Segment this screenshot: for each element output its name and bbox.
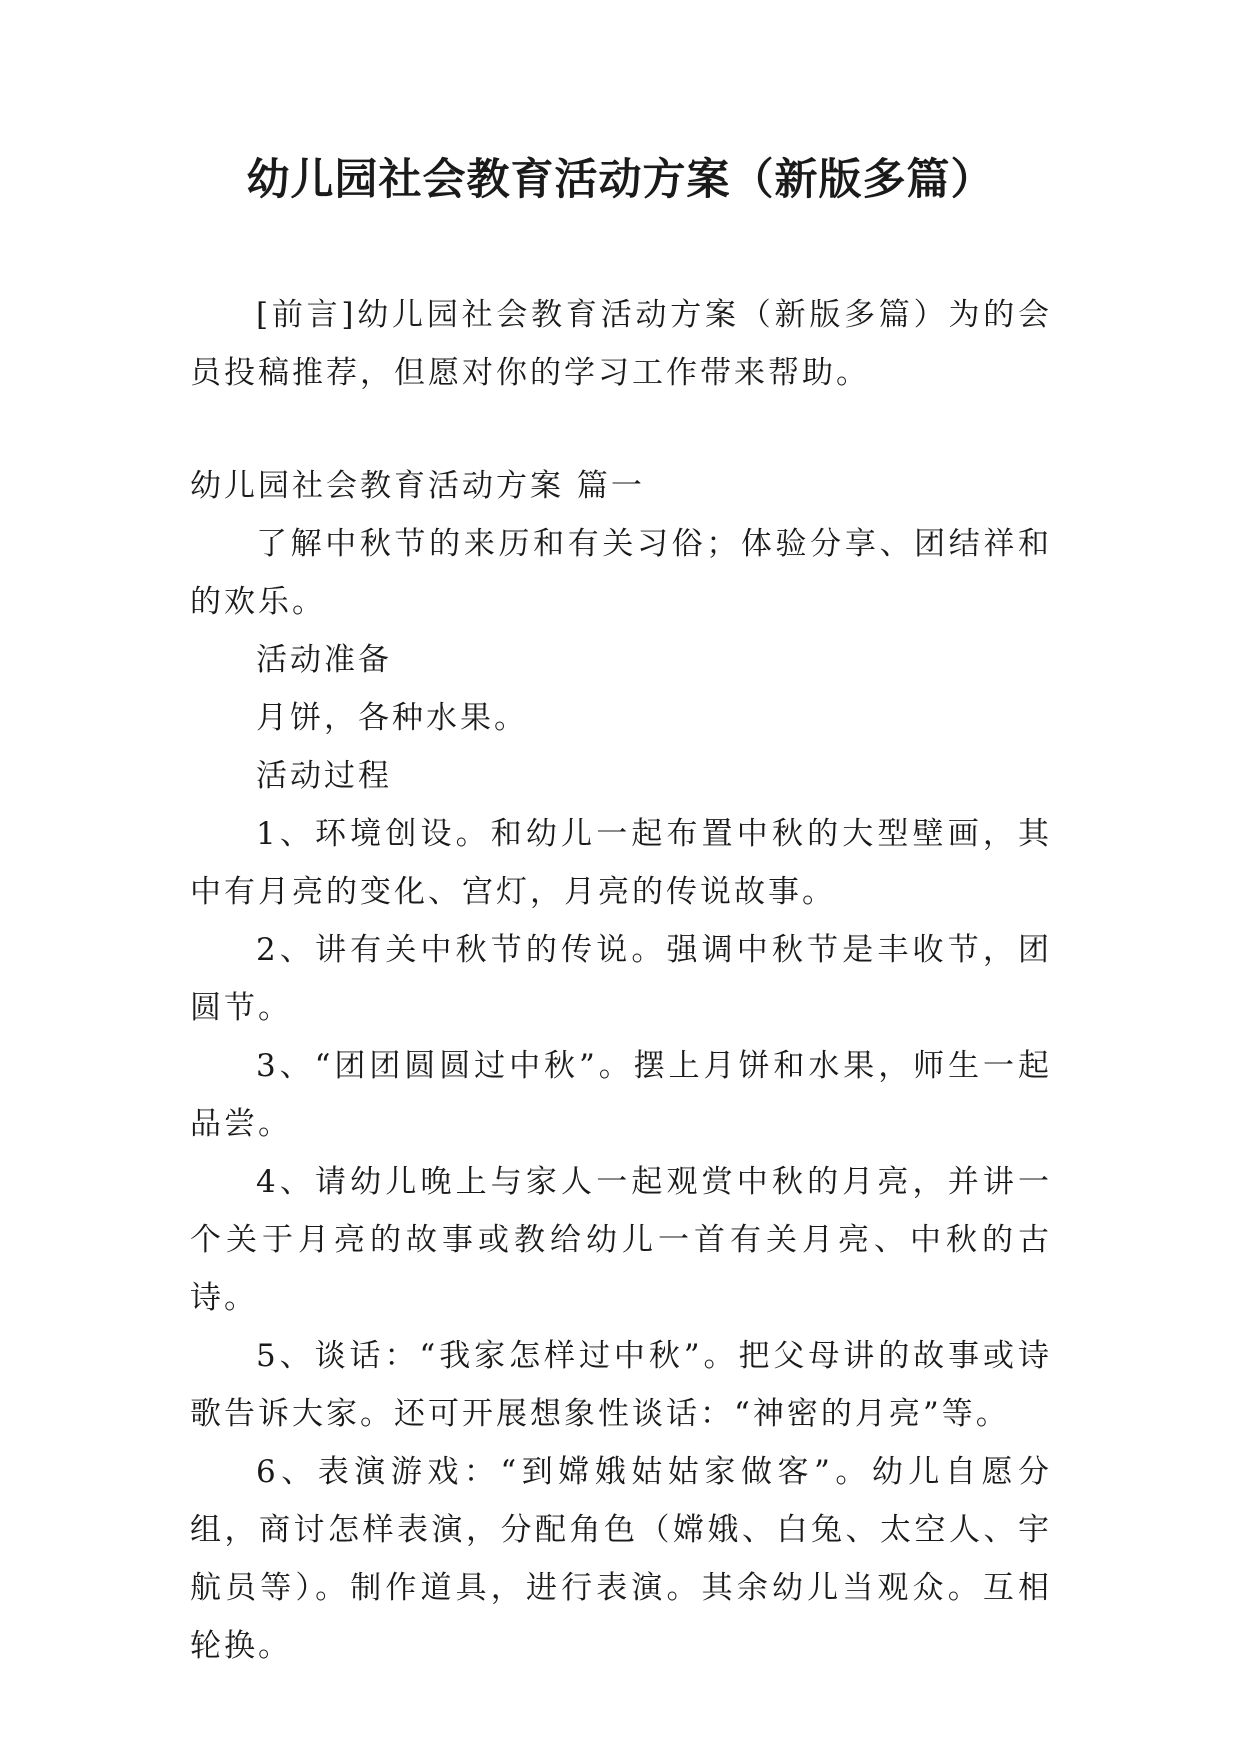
process-step: 4、请幼儿晚上与家人一起观赏中秋的月亮，并讲一个关于月亮的故事或教给幼儿一首有关月亮、中秋的古诗。 [190,1164,1052,1316]
process-step: 3、“团团圆圆过中秋”。摆上月饼和水果，师生一起品尝。 [190,1048,1052,1142]
process-step: 1、环境创设。和幼儿一起布置中秋的大型壁画，其中有月亮的变化、宫灯，月亮的传说故事。 [190,816,1052,910]
document-body [190,286,1052,1675]
subheading-process: 活动过程 [256,758,392,794]
preparation-paragraph: 月饼，各种水果。 [256,700,528,736]
subheading-preparation: 活动准备 [256,642,392,678]
process-step: 5、谈话：“我家怎样过中秋”。把父母讲的故事或诗歌告诉大家。还可开展想象性谈话：“神密的月亮”等。 [190,1338,1052,1432]
preface-paragraph: [前言]幼儿园社会教育活动方案（新版多篇）为的会员投稿推荐，但愿对你的学习工作带来帮助。 [190,297,1052,391]
process-step: 6、表演游戏：“到嫦娥姑姑家做客”。幼儿自愿分组，商讨怎样表演，分配角色（嫦娥、白兔、太空人、宇航员等）。制作道具，进行表演。其余幼儿当观众。互相轮换。 [190,1454,1052,1664]
section-heading: 幼儿园社会教育活动方案 篇一 [190,468,645,504]
process-step: 2、讲有关中秋节的传说。强调中秋节是丰收节，团圆节。 [190,932,1052,1026]
objective-paragraph: 了解中秋节的来历和有关习俗；体验分享、团结祥和的欢乐。 [190,526,1052,620]
page-title: 幼儿园社会教育活动方案（新版多篇） [246,155,995,205]
